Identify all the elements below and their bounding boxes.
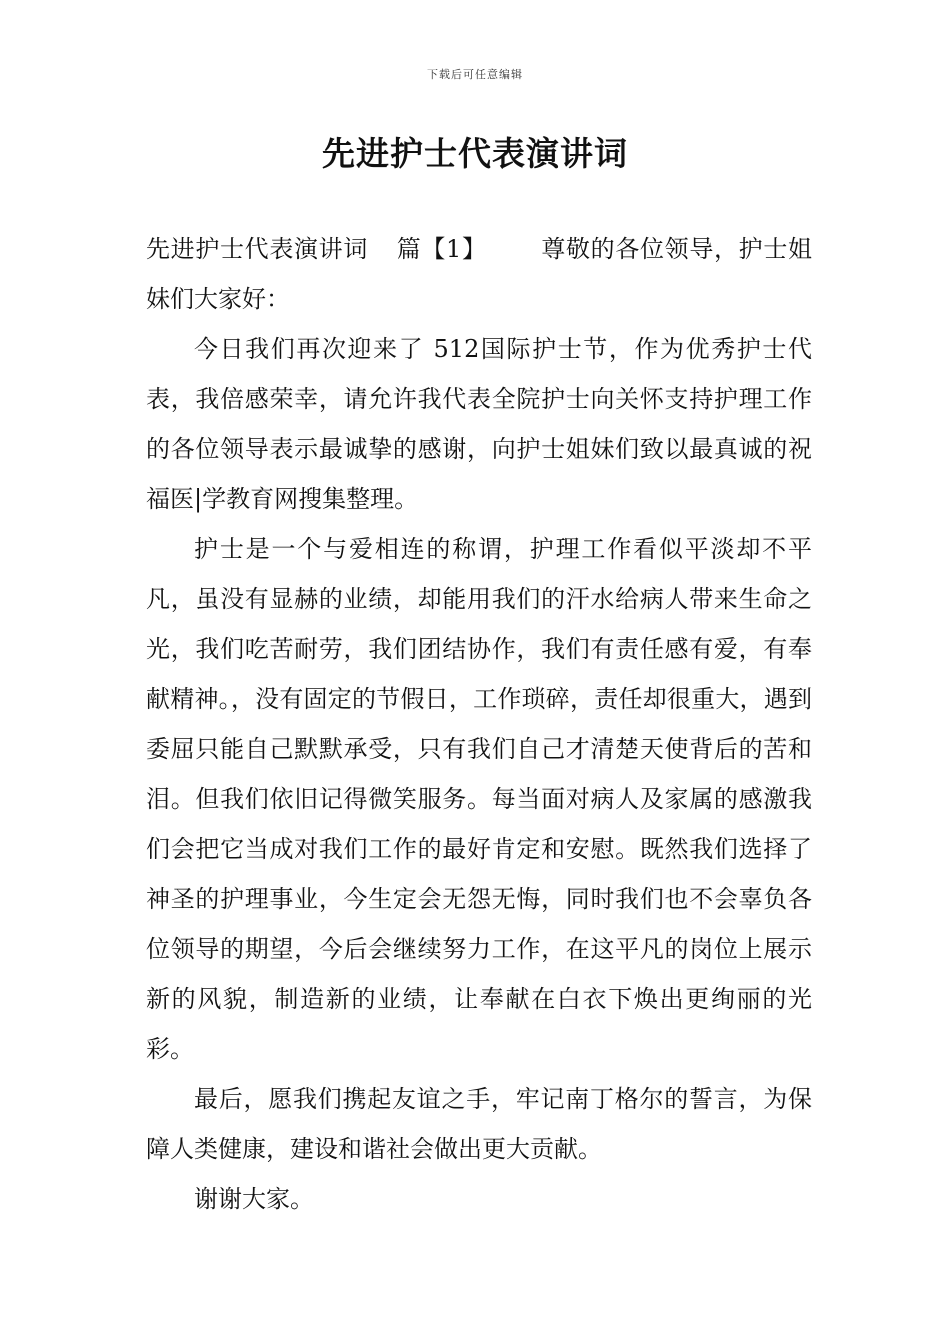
body-paragraph-3: 最后，愿我们携起友谊之手，牢记南丁格尔的誓言，为保障人类健康，建设和谐社会做出更大贡献。: [146, 1085, 812, 1163]
intro-heading: 先进护士代表演讲词: [146, 235, 369, 263]
body-paragraph-1: 今日我们再次迎来了 512国际护士节，作为优秀护士代表，我倍感荣幸，请允许我代表全院护士向关怀支持护理工作的各位领导表示最诚挚的感谢，向护士姐妹们致以最真诚的祝福医|学教育网搜集整理。: [146, 335, 812, 513]
closing-paragraph: 谢谢大家。: [194, 1185, 314, 1213]
page-title: 先进护士代表演讲词: [322, 134, 628, 173]
header-note: 下载后可任意编辑: [427, 68, 523, 81]
body-paragraph-2: 护士是一个与爱相连的称谓，护理工作看似平淡却不平凡，虽没有显赫的业绩，却能用我们的汗水给病人带来生命之光，我们吃苦耐劳，我们团结协作，我们有责任感有爱，有奉献精神。，没有固定的节假日，工作琐碎，责任却很重大，遇到委屈只能自己默默承受，只有我们自己才清楚天使背后的苦和泪。但我们依旧记得微笑服务。每当面对病人及家属的感激我们会把它当成对我们工作的最好肯定和安慰。既然我们选择了神圣的护理事业，今生定会无怨无悔，同时我们也不会辜负各位领导的期望，今后会继续努力工作，在这平凡的岗位上展示新的风貌，制造新的业绩，让奉献在白衣下焕出更绚丽的光彩。: [146, 535, 812, 1063]
document-body: [146, 224, 812, 1224]
intro-part-label: 篇【1】: [396, 235, 487, 263]
intro-greeting: 尊敬的各位领导，护士姐妹们大家好：: [146, 235, 813, 313]
intro-paragraph: [146, 224, 812, 324]
